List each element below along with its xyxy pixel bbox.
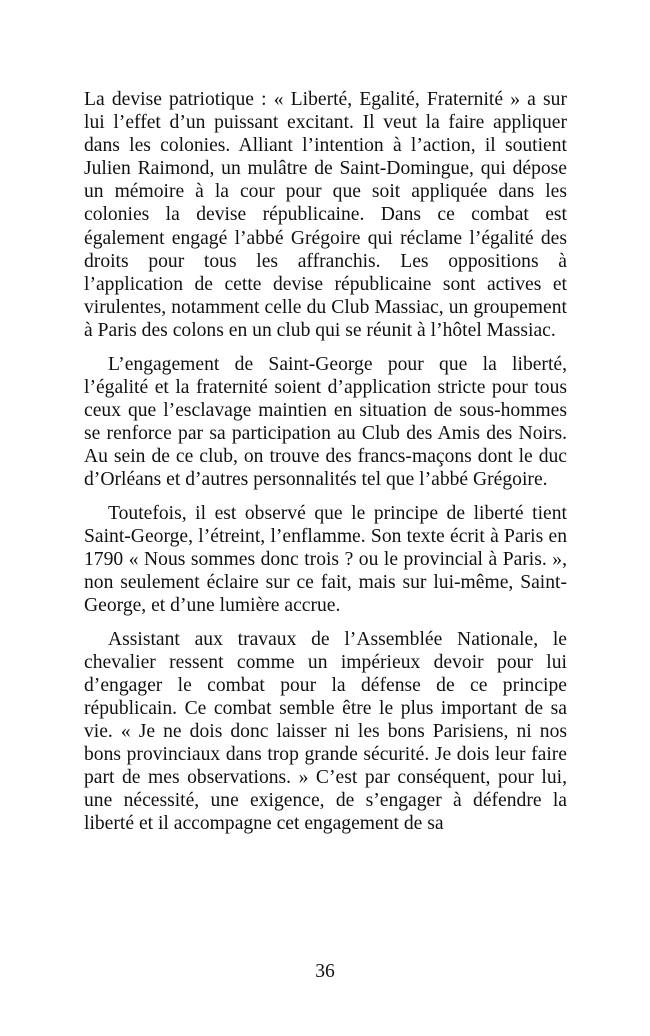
paragraph-2: L’engagement de Saint-George pour que la liberté, l’égalité et la fraternité soient d’application stricte pour tous ceux que l’esclavage maintien en situation de sous-hommes se renforce par sa participation au Club des Amis des Noirs. Au sein de ce club, on trouve des francs-maçons dont le duc d’Orléans et d’autres personnalités tel que l’abbé Grégoire.: [84, 353, 567, 490]
paragraph-4: Assistant aux travaux de l’Assemblée Nationale, le chevalier ressent comme un impérieux devoir pour lui d’engager le combat pour la défense de ce principe républicain. Ce combat semble être le plus important de sa vie. « Je ne dois donc laisser ni les bons Parisiens, ni nos bons provinciaux dans trop grande sécurité. Je dois leur faire part de mes observations. » C’est par conséquent, pour lui, une nécessité, une exigence, de s’engager à défendre la liberté et il accompagne cet engagement de sa: [84, 628, 567, 835]
paragraph-3: Toutefois, il est observé que le principe de liberté tient Saint-George, l’étreint, l’enflamme. Son texte écrit à Paris en 1790 « Nous sommes donc trois ? ou le provincial à Paris. », non seulement éclaire sur ce fait, mais sur lui-même, Saint-George, et d’une lumière accrue.: [84, 502, 567, 616]
paragraph-1: La devise patriotique : « Liberté, Egalité, Fraternité » a sur lui l’effet d’un puissant excitant. Il veut la faire appliquer dans les colonies. Alliant l’intention à l’action, il soutient Julien Raimond, un mulâtre de Saint-Domingue, qui dépose un mémoire à la cour pour que soit appliquée dans les colonies la devise républicaine. Dans ce combat est également engagé l’abbé Grégoire qui réclame l’égalité des droits pour tous les affranchis. Les oppositions à l’application de cette devise républicaine sont actives et virulentes, notamment celle du Club Massiac, un groupement à Paris des colons en un club qui se réunit à l’hôtel Massiac.: [84, 89, 567, 341]
body-text: [84, 88, 567, 835]
page-number: 36: [315, 961, 335, 982]
